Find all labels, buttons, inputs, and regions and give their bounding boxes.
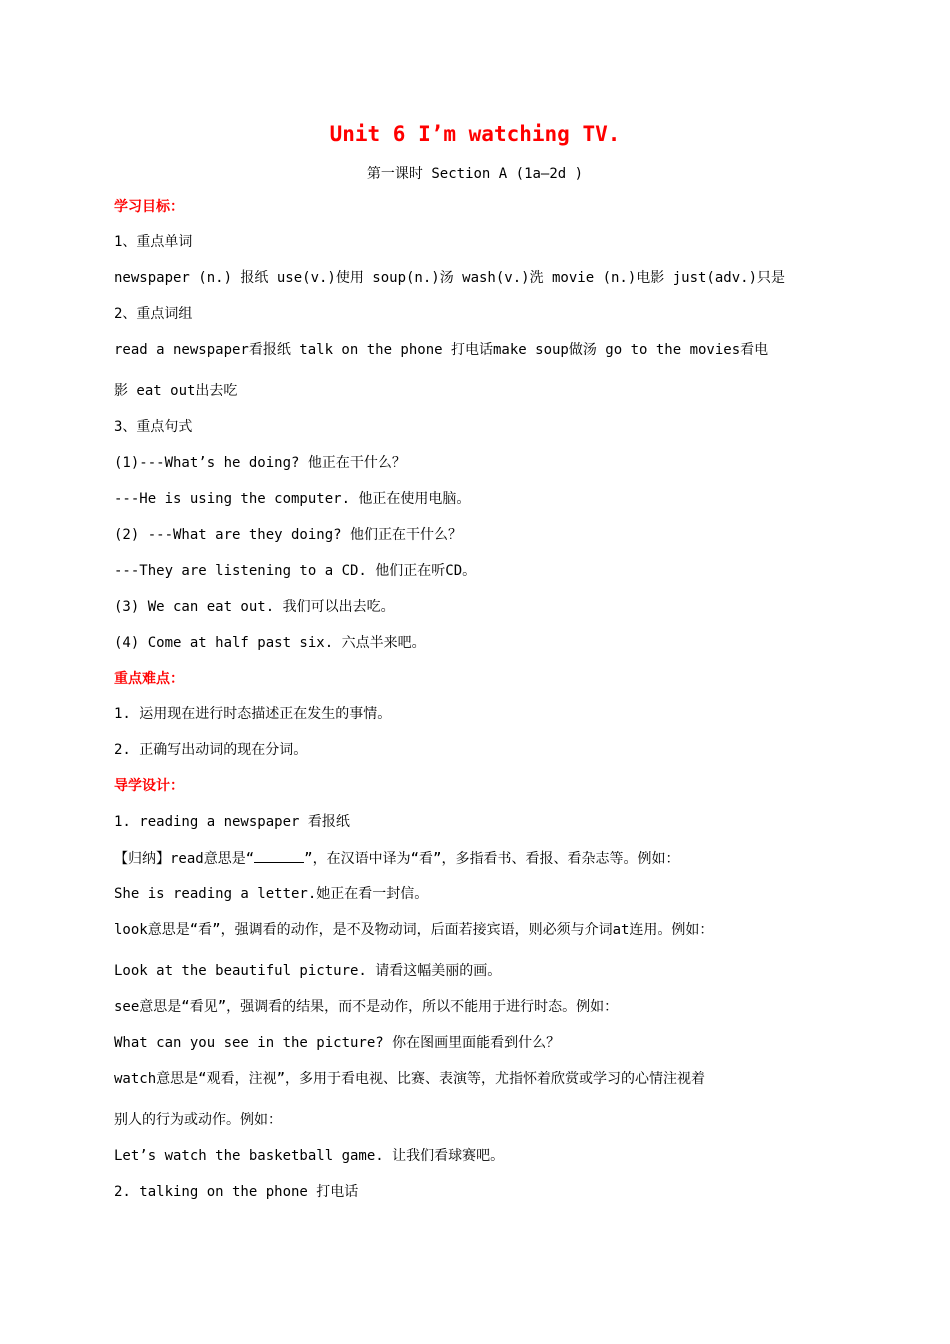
text-line: What can you see in the picture? 你在图画里面能看到什么？ [114, 1035, 561, 1051]
text-line: (2) ---What are they doing? 他们正在干什么？ [114, 527, 463, 543]
section-heading-objectives: 学习目标： [114, 199, 184, 215]
text-line: (3) We can eat out. 我们可以出去吃。 [114, 599, 395, 615]
text-line: watch意思是“观看，注视”，多用于看电视、比赛、表演等，尤指怀着欣赏或学习的心情注视着 [114, 1071, 705, 1087]
text-line: (4) Come at half past six. 六点半来吧。 [114, 635, 426, 651]
answer-blank [254, 848, 304, 863]
text-line: 别人的行为或动作。例如： [114, 1112, 282, 1128]
summary-line [114, 848, 679, 869]
text-line: 影 eat out出去吃 [114, 383, 238, 399]
section-heading-guide: 导学设计： [114, 778, 184, 794]
page-subtitle: 第一课时 Section A (1a—2d ) [366, 166, 584, 182]
text-line: read a newspaper看报纸 talk on the phone 打电话make soup做汤 go to the movies看电 [114, 342, 769, 358]
text-line: look意思是“看”，强调看的动作，是不及物动词，后面若接宾语，则必须与介词at连用。例如： [114, 922, 714, 938]
text-line: 2. 正确写出动词的现在分词。 [114, 742, 308, 758]
text-line: 1、重点单词 [114, 234, 193, 250]
text-line: 1. 运用现在进行时态描述正在发生的事情。 [114, 706, 392, 722]
text-line: 1. reading a newspaper 看报纸 [114, 814, 350, 830]
text-line: see意思是“看见”，强调看的结果，而不是动作，所以不能用于进行时态。例如： [114, 999, 619, 1015]
text-line: 2. talking on the phone 打电话 [114, 1184, 359, 1200]
page-title: Unit 6 I’m watching TV. [329, 122, 621, 146]
text-line: Look at the beautiful picture. 请看这幅美丽的画。 [114, 963, 502, 979]
text-line: ---They are listening to a CD. 他们正在听CD。 [114, 563, 477, 579]
text-line: newspaper (n.) 报纸 use(v.)使用 soup(n.)汤 wash(v.)洗 movie (n.)电影 just(adv.)只是 [114, 270, 786, 286]
summary-text-start: 【归纳】read意思是“ [114, 851, 255, 867]
text-line: (1)---What’s he doing? 他正在干什么？ [114, 455, 406, 471]
text-line: 3、重点句式 [114, 419, 193, 435]
section-heading-difficulties: 重点难点： [114, 671, 184, 687]
text-line: 2、重点词组 [114, 306, 193, 322]
text-line: Let’s watch the basketball game. 让我们看球赛吧。 [114, 1148, 505, 1164]
text-line: ---He is using the computer. 他正在使用电脑。 [114, 491, 471, 507]
text-line: She is reading a letter.她正在看一封信。 [114, 886, 429, 902]
summary-text-end: ”，在汉语中译为“看”，多指看书、看报、看杂志等。例如： [304, 851, 680, 867]
